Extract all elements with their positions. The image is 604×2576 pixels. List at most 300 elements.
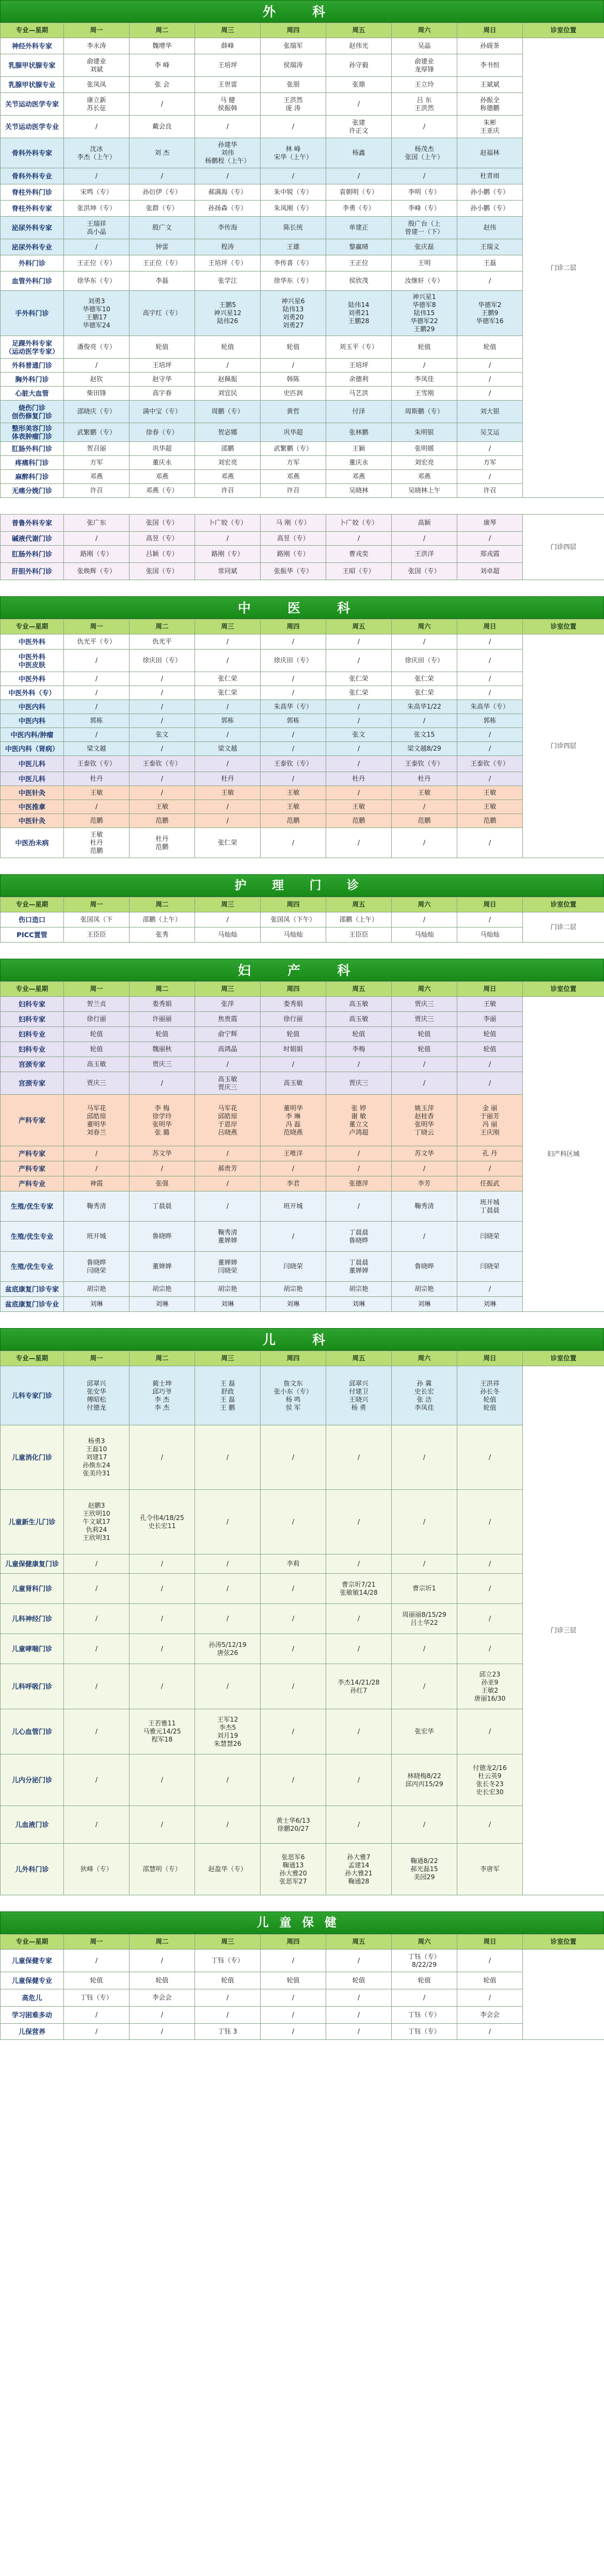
schedule-cell: 李峰（专） (392, 201, 457, 217)
schedule-cell: / (392, 1554, 457, 1574)
schedule-cell: / (392, 1161, 457, 1176)
schedule-cell: 路刚（专） (195, 546, 261, 563)
section-title: 外 科 (0, 0, 604, 23)
schedule-cell: 张 婷 谢 敏 董立文 卢鸿超 (326, 1095, 392, 1146)
schedule-cell: 丁钰（专） (64, 1989, 130, 2007)
schedule-cell: 赵佩振 (195, 373, 261, 387)
column-header: 周日 (457, 23, 523, 38)
schedule-cell: 杜丹 范鹏 (130, 828, 195, 858)
clinic-location: 门诊四层 (523, 515, 604, 580)
column-header: 周一 (64, 982, 130, 997)
schedule-cell: / (261, 672, 326, 686)
schedule-cell: / (326, 1634, 392, 1664)
row-label: 盆底康复门诊专业 (1, 1297, 64, 1312)
schedule-section (0, 0, 604, 498)
table-row (1, 1754, 604, 1806)
row-label: 产科专家 (1, 1161, 64, 1176)
schedule-cell: 邓燕 (195, 470, 261, 484)
column-header: 诊室位置 (523, 1351, 604, 1366)
schedule-cell: 张文 (130, 728, 195, 742)
schedule-cell: 王臣臣 (326, 927, 392, 943)
column-header: 周四 (261, 619, 326, 634)
schedule-cell: 王瑞义 (457, 239, 523, 255)
schedule-cell: 张洪坤（专） (64, 201, 130, 217)
schedule-cell: 张秀 (130, 927, 195, 943)
schedule-cell: 詹文东 张小东（专） 杨 鸣 侯 军 (261, 1366, 326, 1425)
schedule-cell: 邵晓庆（专） (64, 401, 130, 423)
row-label: 盆底康复门诊专家 (1, 1282, 64, 1297)
row-label: 儿童新生儿门诊 (1, 1490, 64, 1554)
schedule-cell: / (261, 168, 326, 184)
schedule-cell: 吕颖（专） (130, 546, 195, 563)
schedule-cell: 王泰钦（专） (130, 756, 195, 772)
table-row (1, 291, 604, 336)
schedule-cell: 李勇（专） (326, 201, 392, 217)
table-row (1, 786, 604, 800)
table-row (1, 546, 604, 563)
schedule-cell: 孙涛5/12/19 唐弦26 (195, 1634, 261, 1664)
schedule-cell: 王培坪 (195, 54, 261, 77)
schedule-cell: 轮值 (130, 336, 195, 359)
schedule-cell: 班开城 (261, 1191, 326, 1222)
schedule-cell: 王泰钦（专） (261, 756, 326, 772)
schedule-cell: 巩华超 (130, 442, 195, 456)
schedule-cell: / (261, 1222, 326, 1252)
row-label: 生殖/优生专家 (1, 1191, 64, 1222)
schedule-cell: 王敏 (457, 786, 523, 800)
schedule-cell: / (195, 1989, 261, 2007)
schedule-cell: 胡宗艳 (195, 1282, 261, 1297)
row-label: 中医针灸 (1, 786, 64, 800)
row-label: 中医外科 (1, 634, 64, 650)
schedule-cell: 贺兰贞 (64, 997, 130, 1012)
schedule-cell: 李梅 (326, 1042, 392, 1057)
schedule-cell: / (261, 116, 326, 138)
table-row (1, 54, 604, 77)
schedule-cell: 朱高华1/22 (392, 700, 457, 714)
schedule-cell: / (457, 1950, 523, 1972)
schedule-cell: 孔 丹 (457, 1146, 523, 1161)
row-label: 肛肠外科门诊 (1, 546, 64, 563)
row-label: 儿童消化门诊 (1, 1425, 64, 1490)
row-label: 儿科神经门诊 (1, 1604, 64, 1634)
table-row (1, 1042, 604, 1057)
schedule-cell: / (261, 1490, 326, 1554)
schedule-cell: 徐华东（专） (64, 272, 130, 291)
schedule-cell: 王敏 (64, 786, 130, 800)
section-title: 妇 产 科 (0, 959, 604, 981)
schedule-cell: / (130, 1161, 195, 1176)
schedule-cell: / (64, 2024, 130, 2040)
section-title: 中 医 科 (0, 596, 604, 619)
schedule-cell: 刘宜民 (195, 387, 261, 401)
schedule-cell: / (195, 814, 261, 828)
schedule-cell: 方军 (457, 456, 523, 470)
schedule-cell: / (64, 686, 130, 700)
schedule-cell: / (326, 2024, 392, 2040)
schedule-cell: 胡宗艳 (392, 1282, 457, 1297)
header-row (1, 897, 604, 912)
schedule-cell: 马灿灿 (195, 927, 261, 943)
column-header: 周四 (261, 1935, 326, 1950)
schedule-cell: 李永涛 (64, 38, 130, 54)
schedule-cell: 侯瑞涛 (261, 54, 326, 77)
schedule-cell: 鞠通8/22 郝光磊15 美园29 (392, 1844, 457, 1895)
schedule-cell: / (130, 2007, 195, 2024)
row-label: 产科专业 (1, 1176, 64, 1191)
schedule-cell: / (457, 1574, 523, 1604)
table-row (1, 1297, 604, 1312)
schedule-cell: 史匹润 (261, 387, 326, 401)
schedule-cell: 康琴 (457, 515, 523, 532)
row-label: 关节运动医学专业 (1, 116, 64, 138)
schedule-cell: 贾庆三 (326, 1072, 392, 1095)
schedule-cell: 柴田锋 (64, 387, 130, 401)
schedule-cell: 徐行丽 (64, 1012, 130, 1027)
schedule-cell: / (457, 2024, 523, 2040)
row-label: 生殖/优生专业 (1, 1222, 64, 1252)
schedule-cell: 班开城 (64, 1222, 130, 1252)
schedule-cell: 刘卓超 (457, 563, 523, 580)
schedule-cell: 李会会 (130, 1989, 195, 2007)
schedule-cell: 高玉敏 (64, 1057, 130, 1072)
schedule-cell: 吕 东 王洪然 (392, 93, 457, 116)
table-row (1, 217, 604, 239)
schedule-cell: 班开城 丁晨晨 (457, 1191, 523, 1222)
schedule-cell: / (261, 1574, 326, 1604)
column-header: 周三 (195, 982, 261, 997)
row-label: 学习困难多动 (1, 2007, 64, 2024)
schedule-cell: / (457, 1490, 523, 1554)
schedule-cell: / (195, 1664, 261, 1709)
schedule-cell: 王泰钦（专） (64, 756, 130, 772)
clinic-location (523, 1950, 604, 2040)
column-header: 周日 (457, 1935, 523, 1950)
schedule-cell: / (64, 1161, 130, 1176)
schedule-cell: 王敏 (392, 786, 457, 800)
schedule-cell: / (130, 1634, 195, 1664)
schedule-cell: 轮值 (326, 1027, 392, 1042)
schedule-cell: 赵伟 (457, 217, 523, 239)
schedule-cell: 钟雷 (130, 239, 195, 255)
row-label: 儿外科门诊 (1, 1844, 64, 1895)
schedule-cell: 鲁晓晔 (130, 1222, 195, 1252)
schedule-cell: 张广东 (64, 515, 130, 532)
schedule-cell: 路刚（专） (64, 546, 130, 563)
schedule-cell: 邓燕（专） (130, 484, 195, 498)
schedule-cell: 邱翠兴 付建卫 王晓兴 杨 勇 (326, 1366, 392, 1425)
schedule-cell: / (392, 800, 457, 814)
schedule-cell: 范鹏 (392, 814, 457, 828)
schedule-cell: 张强 (130, 1176, 195, 1191)
schedule-cell: 王敏 (457, 997, 523, 1012)
column-header: 周一 (64, 1935, 130, 1950)
schedule-cell: / (130, 786, 195, 800)
schedule-cell: / (64, 1554, 130, 1574)
schedule-cell: / (261, 742, 326, 756)
table-row (1, 1252, 604, 1282)
row-label: 中医内科（肾病） (1, 742, 64, 756)
schedule-cell: 仇光平（专） (64, 634, 130, 650)
table-row (1, 387, 604, 401)
schedule-cell: 轮值 (392, 1972, 457, 1989)
schedule-cell: 李磊 (130, 272, 195, 291)
schedule-cell: 张仁荣 (392, 672, 457, 686)
row-label: 乳腺甲状腺专家 (1, 54, 64, 77)
schedule-cell: / (457, 359, 523, 373)
schedule-table (0, 23, 604, 498)
schedule-cell: 丁晨晨 董婵婵 (326, 1252, 392, 1282)
schedule-cell: 王唯洋 (261, 1146, 326, 1161)
schedule-cell: 范鹏 (64, 814, 130, 828)
schedule-cell: 曹戎奕 (326, 546, 392, 563)
table-row (1, 470, 604, 484)
schedule-cell: / (392, 1664, 457, 1709)
schedule-cell: 马灿灿 (261, 927, 326, 943)
schedule-cell: 任振武 (457, 1176, 523, 1191)
schedule-cell: / (392, 1072, 457, 1095)
table-row (1, 1844, 604, 1895)
schedule-cell: 轮值 (130, 1972, 195, 1989)
table-row (1, 1806, 604, 1844)
table-row (1, 38, 604, 54)
schedule-cell: 刘琳 (261, 1297, 326, 1312)
schedule-cell: / (64, 800, 130, 814)
schedule-cell: 闫晓荣 (457, 1252, 523, 1282)
schedule-cell: / (195, 1146, 261, 1161)
column-header: 周日 (457, 897, 523, 912)
schedule-cell: / (130, 1754, 195, 1806)
table-row (1, 1664, 604, 1709)
schedule-cell: / (457, 742, 523, 756)
table-row (1, 1095, 604, 1146)
schedule-cell: / (326, 1989, 392, 2007)
schedule-cell: / (64, 1950, 130, 1972)
schedule-section (0, 1328, 604, 1895)
schedule-cell: 刘宏亮 (195, 456, 261, 470)
schedule-cell: 张学江 (195, 272, 261, 291)
table-row (1, 800, 604, 814)
schedule-cell: 吴晓林 (326, 484, 392, 498)
column-header: 专业—星期 (1, 619, 64, 634)
schedule-cell: / (326, 1604, 392, 1634)
schedule-cell: 张宏华 (392, 1709, 457, 1754)
schedule-cell: / (261, 1604, 326, 1634)
row-label: 儿童哮喘门诊 (1, 1634, 64, 1664)
table-row (1, 1012, 604, 1027)
schedule-cell: / (195, 650, 261, 672)
schedule-cell: / (64, 168, 130, 184)
schedule-cell: 张瑞军 (261, 38, 326, 54)
schedule-cell: 张德萍 (326, 1176, 392, 1191)
schedule-cell: 李君 (261, 1176, 326, 1191)
schedule-cell: / (130, 1604, 195, 1634)
schedule-cell: 胡宗艳 (261, 1282, 326, 1297)
schedule-cell: 陆伟14 刘勇21 王鹏28 (326, 291, 392, 336)
table-row (1, 336, 604, 359)
schedule-cell: 魏丽秋 (130, 1042, 195, 1057)
row-label: 中医内科 (1, 700, 64, 714)
schedule-cell: / (195, 912, 261, 927)
row-label: 儿童保健专家 (1, 1950, 64, 1972)
schedule-table (0, 1934, 604, 2040)
schedule-cell: 王 磊 舒政 王 磊 王 鹏 (195, 1366, 261, 1425)
schedule-cell: 轮值 (392, 336, 457, 359)
schedule-cell: / (457, 672, 523, 686)
schedule-cell: / (64, 1754, 130, 1806)
schedule-cell: / (261, 2007, 326, 2024)
table-row (1, 563, 604, 580)
schedule-cell: / (457, 387, 523, 401)
schedule-cell: / (130, 686, 195, 700)
schedule-cell: 康立新 苏长征 (64, 93, 130, 116)
schedule-cell: 张文 (326, 728, 392, 742)
row-label: 泌尿外科专业 (1, 239, 64, 255)
table-row (1, 1634, 604, 1664)
schedule-cell: / (64, 1146, 130, 1161)
schedule-cell: 黄哲 (261, 401, 326, 423)
schedule-cell: 张焕辉（专） (64, 563, 130, 580)
schedule-cell: 李书恒 (457, 54, 523, 77)
schedule-cell: / (326, 1490, 392, 1554)
schedule-cell: 李莉 (261, 1554, 326, 1574)
column-header: 周日 (457, 1351, 523, 1366)
schedule-cell: 邵慧明（专） (130, 1844, 195, 1895)
schedule-cell: 俞建业 刘斌 (64, 54, 130, 77)
clinic-location: 门诊三层 (523, 1366, 604, 1895)
column-header: 周五 (326, 23, 392, 38)
row-label: 心脏大血管 (1, 387, 64, 401)
schedule-cell: 吴艾运 (457, 423, 523, 442)
table-row (1, 116, 604, 138)
row-label: 中医外科 中医皮肤 (1, 650, 64, 672)
row-label: 中医儿科 (1, 772, 64, 786)
schedule-cell: 戴会良 (130, 116, 195, 138)
row-label: 神经外科专家 (1, 38, 64, 54)
table-row (1, 1146, 604, 1161)
schedule-cell: / (130, 1574, 195, 1604)
table-row (1, 442, 604, 456)
schedule-cell: 邓燕 (392, 470, 457, 484)
schedule-cell: 闫晓荣 (457, 1222, 523, 1252)
column-header: 诊室位置 (523, 619, 604, 634)
schedule-cell: / (392, 714, 457, 728)
row-label: 儿保营养 (1, 2024, 64, 2040)
schedule-cell: / (195, 800, 261, 814)
schedule-cell: 杨鑫 (326, 138, 392, 168)
column-header: 专业—星期 (1, 982, 64, 997)
schedule-cell: 赵福林 (457, 138, 523, 168)
column-header: 周一 (64, 1351, 130, 1366)
schedule-cell: 张仁荣 (392, 686, 457, 700)
schedule-cell: 许召 (195, 484, 261, 498)
schedule-cell: 轮值 (457, 1027, 523, 1042)
schedule-cell: 张仁荣 (195, 828, 261, 858)
row-label: 关节运动医学专家 (1, 93, 64, 116)
table-row (1, 742, 604, 756)
schedule-cell: 王泰钦（专） (392, 756, 457, 772)
schedule-cell: 李杰14/21/28 孙红7 (326, 1664, 392, 1709)
schedule-cell: 殷广台（上 曾建一（下） (392, 217, 457, 239)
schedule-cell: 董庆永 (326, 456, 392, 470)
schedule-cell: 王雪刚 (392, 387, 457, 401)
schedule-cell: 轮值 (64, 1042, 130, 1057)
schedule-cell: 赵鹏3 王欣明10 牛文斌17 仇莉24 王欣明31 (64, 1490, 130, 1554)
schedule-cell: 高玉敏 贾庆三 (195, 1072, 261, 1095)
schedule-cell: 赵伟光 (326, 38, 392, 54)
row-label: 中医内科/肿瘤 (1, 728, 64, 742)
column-header: 周四 (261, 897, 326, 912)
row-label: 脊柱外科专家 (1, 201, 64, 217)
schedule-cell: / (326, 1806, 392, 1844)
schedule-cell: / (457, 442, 523, 456)
schedule-cell: 王瑞祥 高小晶 (64, 217, 130, 239)
row-label: 产科专家 (1, 1146, 64, 1161)
schedule-cell: / (326, 714, 392, 728)
table-row (1, 532, 604, 546)
schedule-cell: 刘琳 (326, 1297, 392, 1312)
row-label: 儿科专家门诊 (1, 1366, 64, 1425)
row-label: 整形美容门诊 体表肿瘤门诊 (1, 423, 64, 442)
schedule-cell: / (392, 1222, 457, 1252)
schedule-cell: 方军 (64, 456, 130, 470)
header-row (1, 982, 604, 997)
schedule-cell: 李传喜（专） (261, 255, 326, 272)
schedule-cell: / (261, 686, 326, 700)
schedule-cell: / (457, 373, 523, 387)
schedule-cell: 轮值 (195, 336, 261, 359)
schedule-cell: / (195, 1554, 261, 1574)
schedule-cell: 孙小鹏（专） (457, 201, 523, 217)
schedule-cell: 张仁荣 (326, 686, 392, 700)
schedule-cell: 王洪然 庞 涛 (261, 93, 326, 116)
header-row (1, 1351, 604, 1366)
column-header: 诊室位置 (523, 897, 604, 912)
schedule-cell: 徐华东（专） (261, 272, 326, 291)
schedule-cell: / (195, 756, 261, 772)
schedule-cell: / (195, 168, 261, 184)
schedule-cell: / (457, 1072, 523, 1095)
schedule-cell: / (457, 1709, 523, 1754)
schedule-table (0, 897, 604, 943)
schedule-cell: 张仁荣 (195, 686, 261, 700)
schedule-cell: 徐庆田（专） (261, 650, 326, 672)
schedule-cell: 王敏 杜丹 范鹏 (64, 828, 130, 858)
schedule-cell: 刘琳 (195, 1297, 261, 1312)
column-header: 周六 (392, 619, 457, 634)
schedule-cell: 汝继轩（专） (392, 272, 457, 291)
schedule-cell: 李 峰 (130, 54, 195, 77)
schedule-cell: / (392, 359, 457, 373)
schedule-cell: 周鹏（专） (195, 401, 261, 423)
schedule-cell: 王正位（专） (64, 255, 130, 272)
schedule-cell: 孙振全 称德鹏 (457, 93, 523, 116)
schedule-cell: 黄士华6/13 徐鹏20/27 (261, 1806, 326, 1844)
row-label: 骨科外科专家 (1, 138, 64, 168)
schedule-cell: 郑戎霞 (457, 546, 523, 563)
schedule-cell: 张 会 (130, 77, 195, 93)
table-row (1, 359, 604, 373)
schedule-cell: 杜丹 (64, 772, 130, 786)
table-row (1, 1366, 604, 1425)
schedule-cell: / (326, 1161, 392, 1176)
schedule-cell: 曹宗圻7/21 张敏敏14/28 (326, 1574, 392, 1604)
schedule-cell: / (64, 1604, 130, 1634)
schedule-cell: 俞建业 龙厚锋 (392, 54, 457, 77)
schedule-cell: / (457, 828, 523, 858)
schedule-cell: 贾庆三 (392, 1012, 457, 1027)
schedule-cell: 娄秀娟 (261, 997, 326, 1012)
